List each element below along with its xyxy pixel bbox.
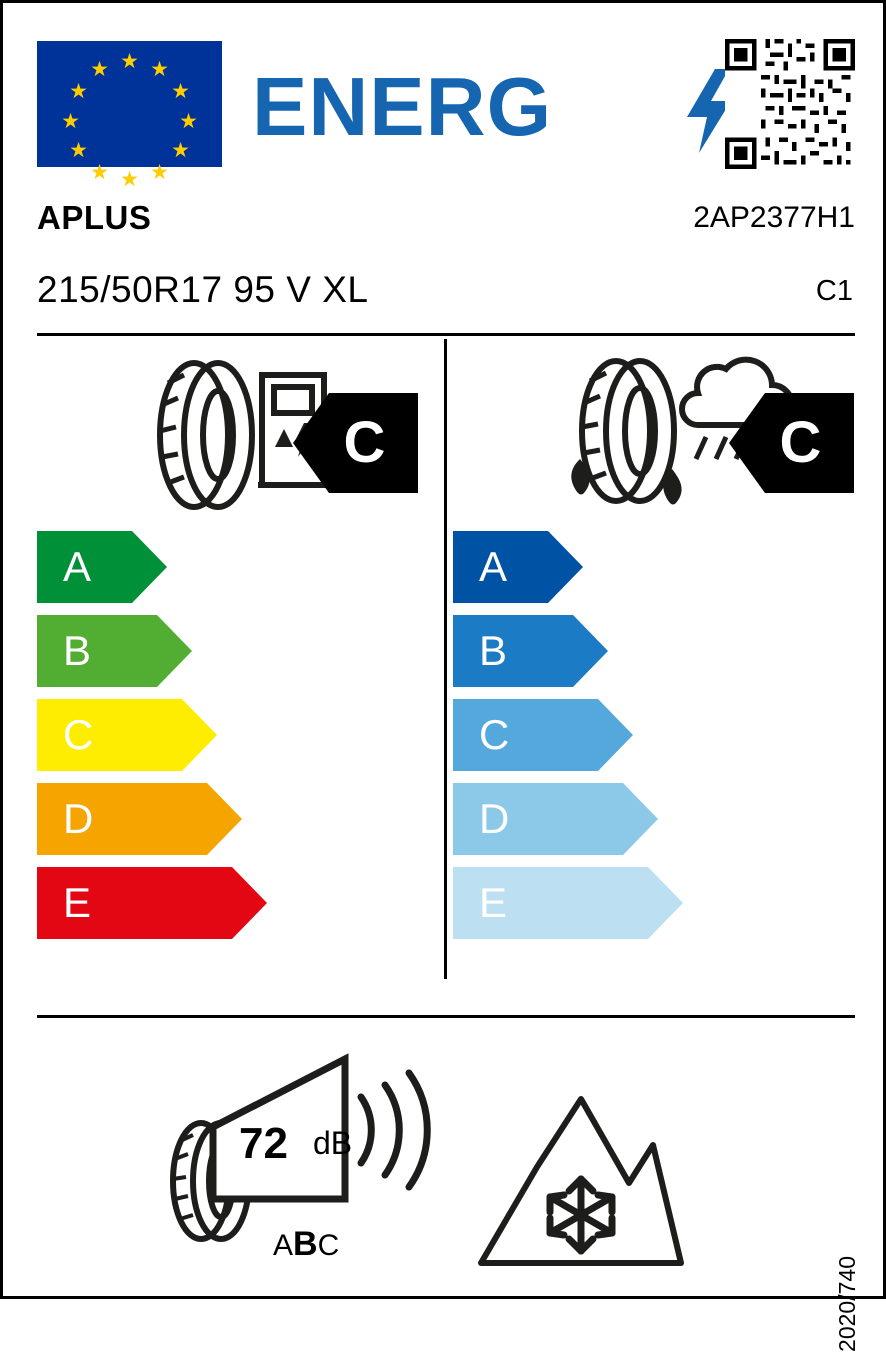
fuel-grade-d xyxy=(37,783,442,855)
regulation-reference: 2020/740 xyxy=(834,1256,860,1352)
fuel-grade-scale xyxy=(37,531,442,951)
wet-grade-scale xyxy=(453,531,858,951)
fuel-grade-e-letter: E xyxy=(63,879,92,926)
wet-grade-b-letter: B xyxy=(479,627,508,674)
noise-value: 72 xyxy=(239,1119,288,1168)
fuel-result-letter: C xyxy=(343,410,386,475)
fuel-grade-e xyxy=(37,867,442,939)
wet-grade-d xyxy=(453,783,858,855)
wet-result-letter: C xyxy=(779,410,822,475)
divider-bottom xyxy=(37,1015,855,1018)
qr-code-icon xyxy=(725,39,855,169)
noise-unit: dB xyxy=(313,1125,353,1161)
energy-wordmark: ENERG xyxy=(252,60,553,153)
fuel-grade-c xyxy=(37,699,442,771)
wet-grade-d-letter: D xyxy=(479,795,510,842)
three-peak-mountain-snowflake-icon xyxy=(481,1093,681,1268)
tyre-class: C1 xyxy=(815,275,853,307)
brand-row xyxy=(37,199,855,249)
noise-class-scale xyxy=(273,1225,339,1264)
wet-result-marker xyxy=(729,393,854,493)
wet-grade-a-letter: A xyxy=(479,543,508,590)
divider-vertical xyxy=(444,339,447,979)
brand-name: APLUS xyxy=(37,199,152,236)
wet-grade-e-letter: E xyxy=(479,879,508,926)
fuel-grade-b-letter: B xyxy=(63,627,92,674)
noise-class-c: C xyxy=(317,1229,340,1262)
noise-panel xyxy=(153,1039,483,1269)
fuel-grade-b xyxy=(37,615,442,687)
noise-class-b: B xyxy=(293,1225,318,1263)
wet-grade-c-letter: C xyxy=(479,711,510,758)
fuel-grade-a xyxy=(37,531,442,603)
label-header xyxy=(37,33,855,191)
tyre-type-code: 2AP2377H1 xyxy=(693,201,855,234)
wet-grade-c xyxy=(453,699,858,771)
eu-flag-icon: ★ ★ ★ ★ ★ ★ ★ ★ ★ ★ ★ ★ xyxy=(37,41,222,167)
fuel-grade-d-letter: D xyxy=(63,795,94,842)
fuel-grade-a-letter: A xyxy=(63,543,92,590)
snow-grip-panel xyxy=(481,1093,681,1268)
fuel-result-marker xyxy=(293,393,418,493)
noise-class-a: A xyxy=(273,1229,294,1262)
tyre-size: 215/50R17 95 V XL xyxy=(37,269,369,310)
wet-grade-e xyxy=(453,867,858,939)
wet-grade-a xyxy=(453,531,858,603)
size-row xyxy=(37,269,855,321)
wet-grade-b xyxy=(453,615,858,687)
divider-top xyxy=(37,333,855,336)
fuel-grade-c-letter: C xyxy=(63,711,94,758)
